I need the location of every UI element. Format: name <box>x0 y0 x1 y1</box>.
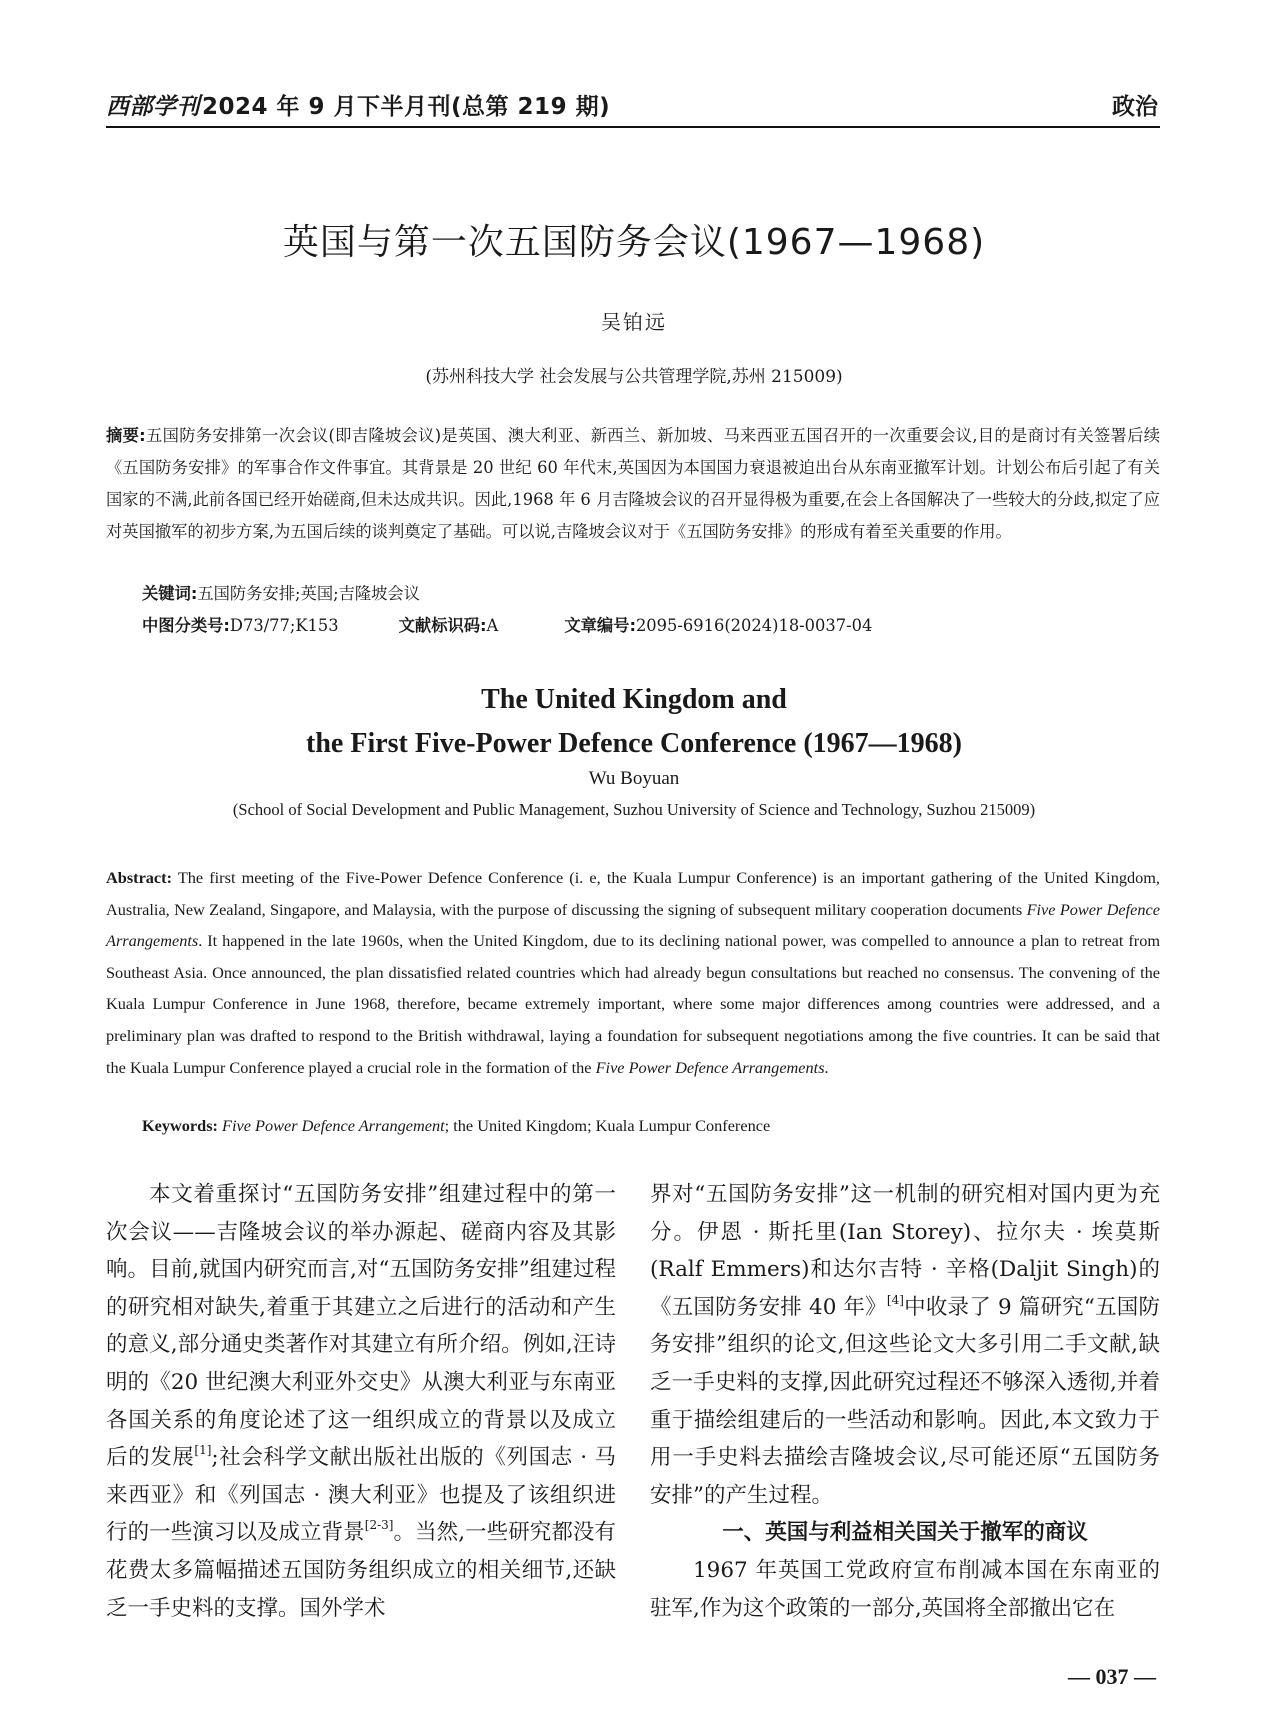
body-text: 界对“五国防务安排”这一机制的研究相对国内更为充分。伊恩 · 斯托里(Ian Storey)、拉尔夫 · 埃莫斯(Ralf Emmers)和达尔吉特 · 辛格(Daljit Singh)的《五国防务安排 40 年》 <box>650 1182 1160 1320</box>
title-cn: 英国与第一次五国防务会议(1967—1968) <box>282 222 986 263</box>
clc-label: 中图分类号: <box>142 616 230 635</box>
body-text: ;社会科学文献出版社出版的《列国志 · 马来西亚》和《列国志 · 澳大利亚》也提及了该组织进行的一些演习以及成立背景 <box>106 1445 616 1546</box>
clc-value: D73/77;K153 <box>229 616 339 635</box>
title-en <box>0 678 1268 766</box>
author-en: Wu Boyuan <box>588 768 680 789</box>
affiliation-en: (School of Social Development and Public Management, Suzhou University of Science and Technology, Suzhou 215009) <box>232 800 1036 819</box>
affiliation-cn: (苏州科技大学 社会发展与公共管理学院,苏州 215009) <box>425 367 843 387</box>
abstract-en-part3: . <box>824 1057 829 1077</box>
abstract-cn-label: 摘要: <box>106 426 146 445</box>
abstract-en-part1: The first meeting of the Five-Power Defence Conference (i. e, the Kuala Lumpur Conference) is an important gathering of the United Kingdom, Australia, New Zealand, Singapore, and Malaysia, with the purpose of discussing the signing of subsequent military cooperation documents <box>106 868 1160 919</box>
body-paragraph <box>650 1176 1160 1514</box>
body-column-right <box>650 1176 1160 1627</box>
classification-row <box>142 612 872 636</box>
citation-ref: [2-3] <box>364 1518 394 1533</box>
section-label: 政治 <box>1112 94 1158 120</box>
page-number: — 037 — <box>1068 1664 1156 1689</box>
body-text: 本文着重探讨“五国防务安排”组建过程中的第一次会议——吉隆坡会议的举办源起、磋商内容及其影响。目前,就国内研究而言,对“五国防务安排”组建过程的研究相对缺失,着重于其建立之后进行的活动和产生的意义,部分通史类著作对其建立有所介绍。例如,汪诗明的《20 世纪澳大利亚外交史》从澳大利亚与东南亚各国关系的角度论述了这一组织成立的背景以及成立后的发展 <box>106 1182 616 1471</box>
keywords-cn-text: 五国防务安排;英国;吉隆坡会议 <box>197 584 420 603</box>
keywords-cn <box>142 580 420 604</box>
section-heading: 一、英国与利益相关国关于撤军的商议 <box>722 1520 1088 1546</box>
title-en-line1: The United Kingdom and <box>481 684 787 715</box>
body-paragraph <box>106 1176 616 1627</box>
keywords-en-label: Keywords: <box>142 1116 218 1135</box>
abstract-en-italic1: Five Power Defence Arrangements <box>106 899 1160 951</box>
abstract-cn <box>106 420 1160 548</box>
abstract-en <box>106 862 1160 1083</box>
article-number-value: 2095-6916(2024)18-0037-04 <box>635 616 873 635</box>
issue-info: 2024 年 9 月下半月刊(总第 219 期) <box>202 94 611 120</box>
journal-header <box>106 88 610 121</box>
doc-code-label: 文献标识码: <box>398 616 487 635</box>
keywords-en-italic: Five Power Defence Arrangement <box>217 1116 445 1135</box>
body-column-left <box>106 1176 616 1627</box>
journal-logo: 西部学刊 <box>106 94 200 120</box>
keywords-en <box>142 1116 770 1136</box>
citation-ref: [4] <box>886 1292 904 1307</box>
abstract-en-part2: . It happened in the late 1960s, when the United Kingdom, due to its declining national power, was compelled to announce a plan to retreat from Southeast Asia. Once announced, the plan dissatisfied related countries which had already begun consultations but reached no consensus. The convening of the Kuala Lumpur Conference in June 1968, therefore, became extremely important, where some major differences among countries were addressed, and a preliminary plan was drafted to respond to the British withdrawal, laying a foundation for subsequent negotiations among the five countries. It can be said that the Kuala Lumpur Conference played a crucial role in the formation of the <box>106 931 1160 1077</box>
doc-code-value: A <box>486 616 499 635</box>
article-number-label: 文章编号: <box>564 616 636 635</box>
abstract-cn-text: 五国防务安排第一次会议(即吉隆坡会议)是英国、澳大利亚、新西兰、新加坡、马来西亚五国召开的一次重要会议,目的是商讨有关签署后续《五国防务安排》的军事合作文件事宜。其背景是 20 世纪 60 年代末,英国因为本国国力衰退被迫出台从东南亚撤军计划。计划公布后引起了有关国家的不满,此前各国已经开始磋商,但未达成共识。因此,1968 年 6 月吉隆坡会议的召开显得极为重要,在会上各国解决了一些较大的分歧,拟定了应对英国撤军的初步方案,为五国后续的谈判奠定了基础。可以说,吉隆坡会议对于《五国防务安排》的形成有着至关重要的作用。 <box>106 426 1161 541</box>
title-en-line2: the First Five-Power Defence Conference (1967—1968) <box>306 728 962 759</box>
keywords-en-rest: ; the United Kingdom; Kuala Lumpur Conference <box>444 1116 771 1135</box>
abstract-en-label: Abstract: <box>106 868 173 887</box>
body-text: 。当然,一些研究都没有花费太多篇幅描述五国防务组织成立的相关细节,还缺乏一手史料的支撑。国外学术 <box>106 1520 616 1621</box>
abstract-en-italic2: Five Power Defence Arrangements <box>595 1057 825 1077</box>
body-text: 中收录了 9 篇研究“五国防务安排”组织的论文,但这些论文大多引用二手文献,缺乏一手史料的支撑,因此研究过程还不够深入透彻,并着重于描绘组建后的一些活动和影响。因此,本文致力于用一手史料去描绘吉隆坡会议,尽可能还原“五国防务安排”的产生过程。 <box>650 1294 1161 1508</box>
citation-ref: [1] <box>194 1443 212 1458</box>
body-paragraph: 1967 年英国工党政府宣布削减本国在东南亚的驻军,作为这个政策的一部分,英国将全部撤出它在 <box>650 1557 1160 1621</box>
keywords-cn-label: 关键词: <box>142 584 198 603</box>
header-rule <box>106 126 1160 128</box>
author-cn: 吴铂远 <box>601 310 667 334</box>
